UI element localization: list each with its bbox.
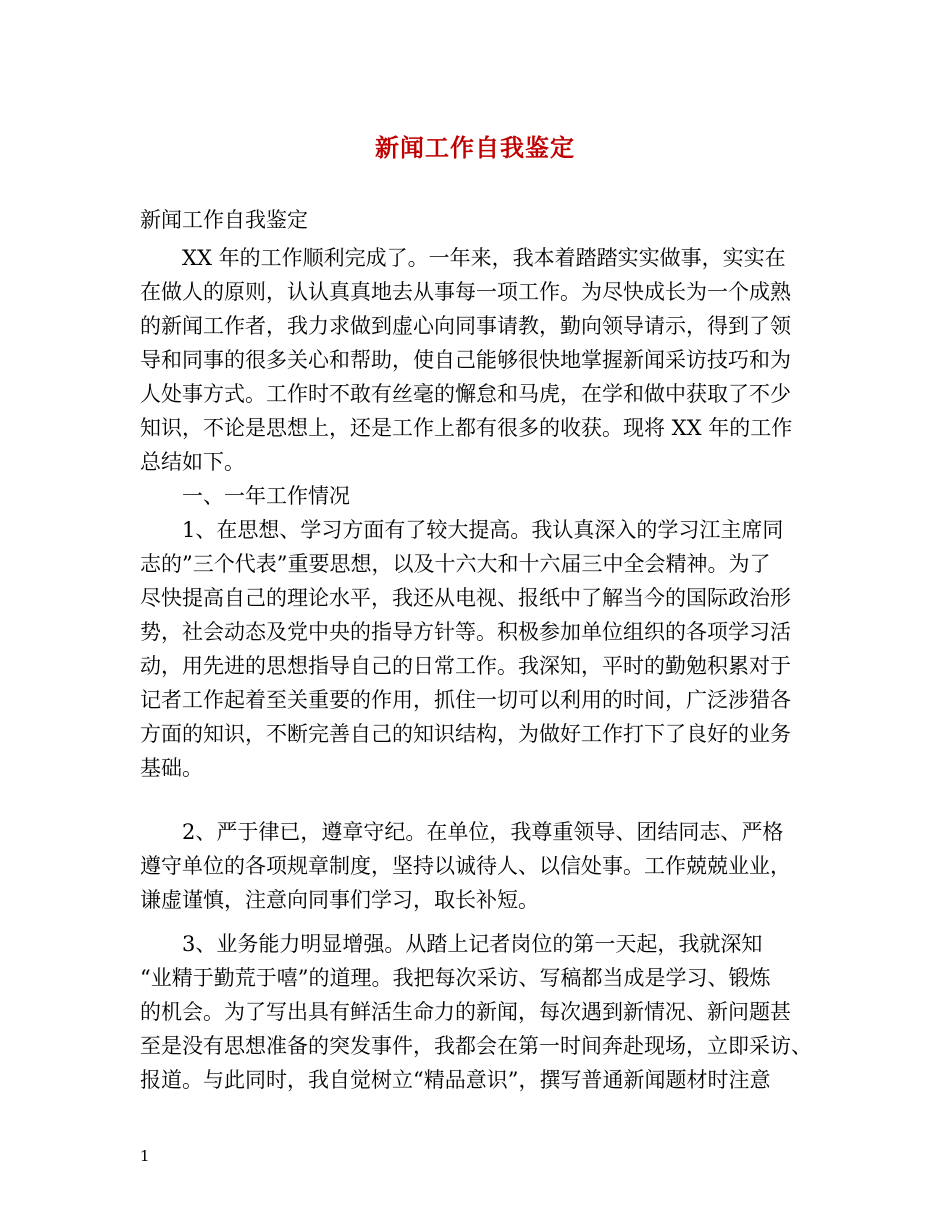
text-line: 人处事方式。工作时不敢有丝毫的懈怠和马虎，在学和做中获取了不少	[140, 382, 791, 406]
text-line: 知识，不论是思想上，还是工作上都有很多的收获。现将 XX 年的工作	[140, 416, 793, 440]
page-number: 1	[140, 1147, 150, 1165]
text-line: 1、在思想、学习方面有了较大提高。我认真深入的学习江主席同	[140, 518, 784, 542]
text-line: 志的”三个代表”重要思想，以及十六大和十六届三中全会精神。为了	[140, 552, 771, 576]
text-line: 基础。	[140, 756, 203, 780]
text-line: 遵守单位的各项规章制度，坚持以诚待人、以信处事。工作兢兢业业，	[140, 854, 791, 878]
text-line: 总结如下。	[140, 450, 245, 474]
text-line: 记者工作起着至关重要的作用，抓住一切可以利用的时间，广泛涉猎各	[140, 688, 791, 712]
section-heading: 一、一年工作情况	[140, 484, 350, 508]
text-line: 导和同事的很多关心和帮助，使自己能够很快地掌握新闻采访技巧和为	[140, 348, 791, 372]
text-line: XX 年的工作顺利完成了。一年来，我本着踏踏实实做事，实实在	[140, 246, 786, 270]
text-line: 势，社会动态及党中央的指导方针等。积极参加单位组织的各项学习活	[140, 620, 791, 644]
text-line: 3、业务能力明显增强。从踏上记者岗位的第一天起，我就深知	[140, 932, 763, 956]
page-title: 新闻工作自我鉴定	[375, 133, 575, 162]
text-line: “业精于勤荒于嘻”的道理。我把每次采访、写稿都当成是学习、锻炼	[140, 966, 771, 990]
text-line: 尽快提高自己的理论水平，我还从电视、报纸中了解当今的国际政治形	[140, 586, 791, 610]
text-line: 至是没有思想准备的突发事件，我都会在第一时间奔赴现场，立即采访、	[140, 1034, 812, 1058]
text-line: 方面的知识，不断完善自己的知识结构，为做好工作打下了良好的业务	[140, 722, 791, 746]
text-line: 报道。与此同时，我自觉树立“精品意识”，撰写普通新闻题材时注意	[140, 1068, 771, 1092]
text-line: 的新闻工作者，我力求做到虚心向同事请教，勤向领导请示，得到了领	[140, 314, 791, 338]
text-line: 动，用先进的思想指导自己的日常工作。我深知，平时的勤勉积累对于	[140, 654, 791, 678]
document-subtitle: 新闻工作自我鉴定	[140, 208, 308, 232]
text-line: 2、严于律已，遵章守纪。在单位，我尊重领导、团结同志、严格	[140, 820, 784, 844]
text-line: 谦虚谨慎，注意向同事们学习，取长补短。	[140, 888, 539, 912]
text-line: 在做人的原则，认认真真地去从事每一项工作。为尽快成长为一个成熟	[140, 280, 791, 304]
text-line: 的机会。为了写出具有鲜活生命力的新闻，每次遇到新情况、新问题甚	[140, 1000, 791, 1024]
